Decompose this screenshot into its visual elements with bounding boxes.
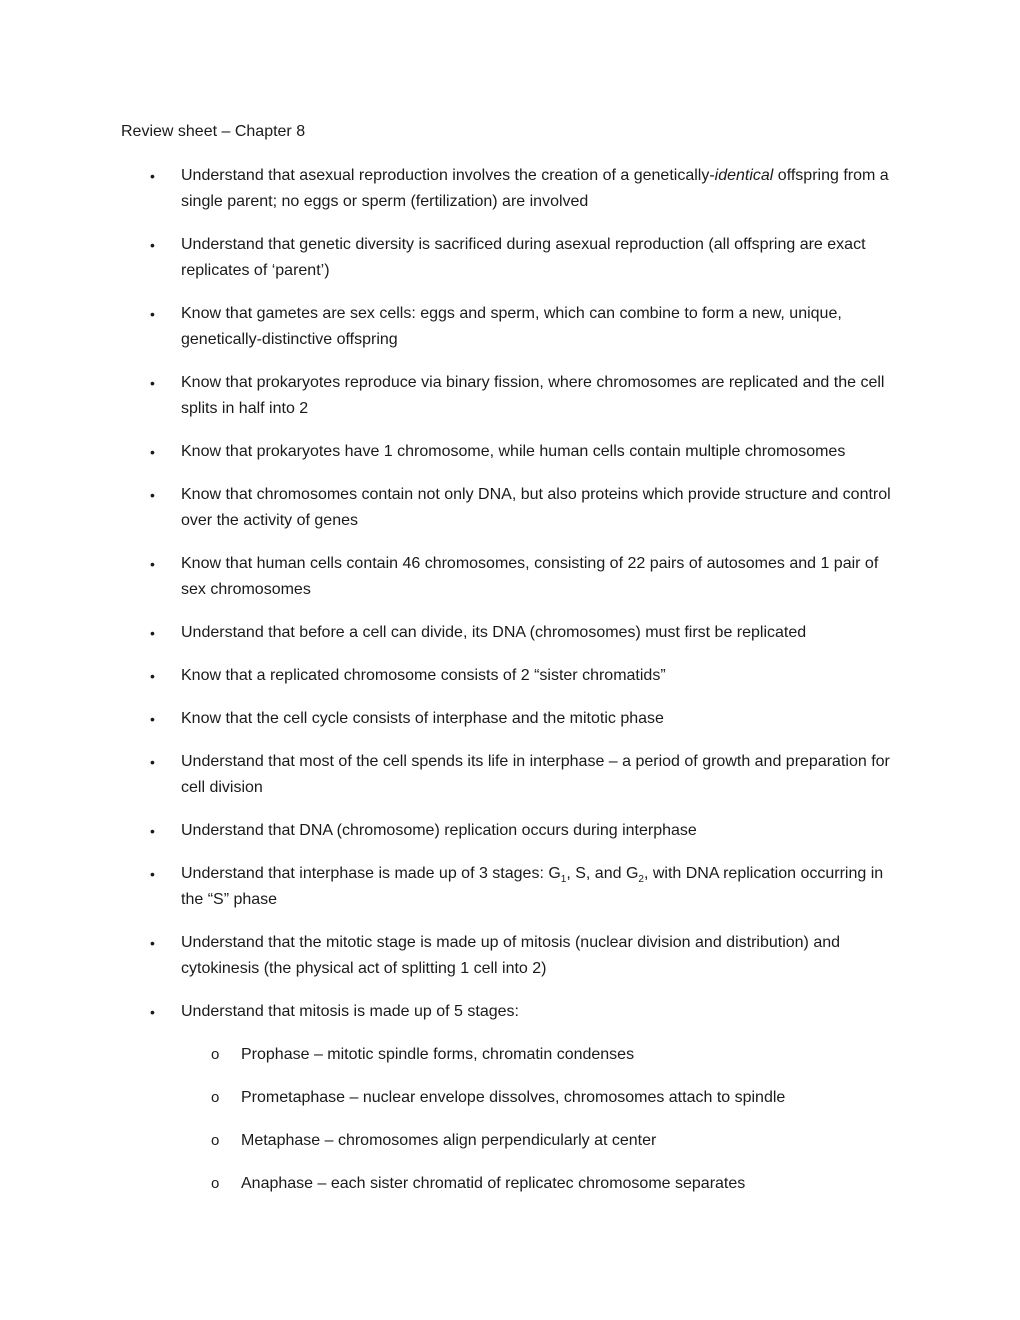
item-text: Understand that most of the cell spends its life in interphase – a period of growth and preparation for cell division xyxy=(181,753,890,796)
list-item xyxy=(0,620,1020,646)
list-item xyxy=(0,999,1020,1025)
list-item xyxy=(0,232,1020,284)
bullet-icon: • xyxy=(150,375,155,391)
circle-bullet-icon: o xyxy=(211,1046,220,1063)
list-item xyxy=(0,482,1020,534)
item-text: Know that prokaryotes reproduce via binary fission, where chromosomes are replicated and the cell splits in half into 2 xyxy=(181,374,885,417)
item-text: Understand that before a cell can divide, its DNA (chromosomes) must first be replicated xyxy=(181,624,807,641)
item-text: Know that prokaryotes have 1 chromosome, while human cells contain multiple chromosomes xyxy=(181,443,846,460)
item-text: Understand that the mitotic stage is made up of mitosis (nuclear division and distribution) and cytokinesis (the physical act of splitting 1 cell into 2) xyxy=(181,934,841,977)
bullet-icon: • xyxy=(150,754,155,770)
bullet-icon: • xyxy=(150,668,155,684)
list-item xyxy=(0,706,1020,732)
sub-list-item xyxy=(0,1042,1020,1068)
item-text: , with DNA replication occurring in the “S” phase xyxy=(181,865,884,908)
item-text: Know that the cell cycle consists of interphase and the mitotic phase xyxy=(181,710,664,727)
review-list xyxy=(0,163,1020,1214)
item-text: Prophase – mitotic spindle forms, chromatin condenses xyxy=(241,1046,635,1063)
item-text: Know that gametes are sex cells: eggs and sperm, which can combine to form a new, unique, genetically-distinctive offspring xyxy=(181,305,842,348)
list-item xyxy=(0,439,1020,465)
item-text: Prometaphase – nuclear envelope dissolves, chromosomes attach to spindle xyxy=(241,1089,786,1106)
page-title: Review sheet – Chapter 8 xyxy=(121,123,306,140)
sub-list-item xyxy=(0,1085,1020,1111)
bullet-icon: • xyxy=(150,866,155,882)
sub-list-item xyxy=(0,1128,1020,1154)
item-text: , S, and G xyxy=(566,865,639,882)
bullet-icon: • xyxy=(150,823,155,839)
sub-list-item xyxy=(0,1171,1020,1197)
subscript: 1 xyxy=(560,874,567,886)
circle-bullet-icon: o xyxy=(211,1132,220,1149)
item-text: offspring from a single parent; no eggs or sperm (fertilization) are involved xyxy=(181,167,889,210)
circle-bullet-icon: o xyxy=(211,1089,220,1106)
item-emphasis: identical xyxy=(714,167,774,184)
list-item xyxy=(0,930,1020,982)
item-text: Understand that DNA (chromosome) replication occurs during interphase xyxy=(181,822,697,839)
list-item xyxy=(0,163,1020,215)
bullet-icon: • xyxy=(150,306,155,322)
item-text: Understand that mitosis is made up of 5 stages: xyxy=(181,1003,519,1020)
bullet-icon: • xyxy=(150,1004,155,1020)
bullet-icon: • xyxy=(150,625,155,641)
bullet-icon: • xyxy=(150,237,155,253)
item-text: Know that chromosomes contain not only DNA, but also proteins which provide structure and control over the activity of genes xyxy=(181,486,891,529)
list-item xyxy=(0,749,1020,801)
subscript: 2 xyxy=(638,874,644,886)
bullet-icon: • xyxy=(150,556,155,572)
item-text: Anaphase – each sister chromatid of replicatec chromosome separates xyxy=(241,1175,746,1192)
circle-bullet-icon: o xyxy=(211,1175,220,1192)
bullet-icon: • xyxy=(150,168,155,184)
list-item xyxy=(0,370,1020,422)
bullet-icon: • xyxy=(150,487,155,503)
list-item xyxy=(0,551,1020,603)
item-text: Understand that genetic diversity is sacrificed during asexual reproduction (all offspring are exact replicates of ‘parent’) xyxy=(181,236,866,279)
list-item xyxy=(0,301,1020,353)
item-text: Know that a replicated chromosome consists of 2 “sister chromatids” xyxy=(181,667,666,684)
item-text: Metaphase – chromosomes align perpendicularly at center xyxy=(241,1132,657,1149)
list-item xyxy=(0,663,1020,689)
item-text: Know that human cells contain 46 chromosomes, consisting of 22 pairs of autosomes and 1 pair of sex chromosomes xyxy=(181,555,879,598)
bullet-icon: • xyxy=(150,444,155,460)
bullet-icon: • xyxy=(150,711,155,727)
item-text: Understand that interphase is made up of 3 stages: G xyxy=(181,865,561,882)
list-item xyxy=(0,818,1020,844)
item-text: Understand that asexual reproduction involves the creation of a genetically- xyxy=(181,167,715,184)
bullet-icon: • xyxy=(150,935,155,951)
list-item xyxy=(0,861,1020,913)
